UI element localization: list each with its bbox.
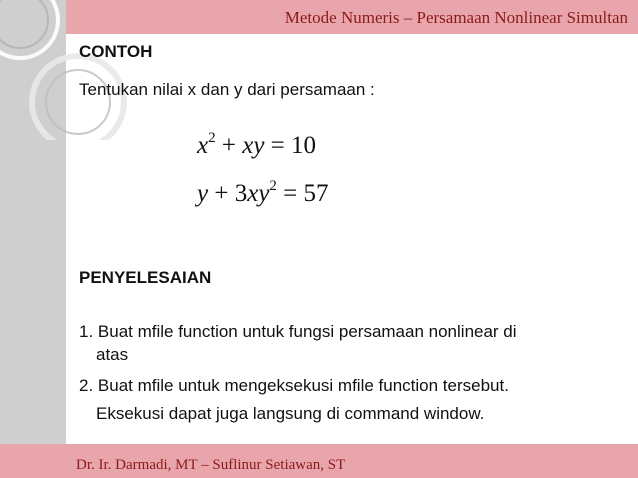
eq2-rhs: 57: [303, 180, 329, 207]
slide-header-title: Metode Numeris – Persamaan Nonlinear Simultan: [284, 8, 628, 27]
step-1-line-2: atas: [96, 345, 129, 364]
footer-authors: Dr. Ir. Darmadi, MT – Suflinur Setiawan, ST: [76, 457, 346, 473]
intro-text: Tentukan nilai x dan y dari persamaan :: [79, 80, 375, 99]
eq2-coefficient: 3: [234, 180, 248, 207]
eq1-exponent: 2: [208, 130, 216, 146]
eq2-xy: xy: [247, 180, 270, 207]
step-1-line-1: 1. Buat mfile function untuk fungsi persamaan nonlinear di: [79, 322, 517, 341]
step-2: 2. Buat mfile untuk mengeksekusi mfile function tersebut.: [79, 376, 509, 395]
eq1-equals: =: [264, 132, 292, 159]
penyelesaian-heading: PENYELESAIAN: [79, 268, 212, 287]
deco-circle-1: [0, 0, 58, 58]
step-2-continuation: Eksekusi dapat juga langsung di command window.: [96, 404, 485, 423]
equation-2: [197, 178, 329, 208]
eq1-rhs: 10: [291, 132, 317, 159]
equation-1: [197, 130, 316, 160]
eq1-plus: +: [215, 132, 243, 159]
contoh-heading: CONTOH: [79, 42, 153, 61]
eq2-equals: =: [276, 180, 304, 207]
footer-bar: [0, 444, 638, 478]
eq2-y: y: [197, 180, 209, 207]
eq1-xy: xy: [242, 132, 265, 159]
header-bar: [66, 0, 638, 34]
deco-circle-2: [0, 0, 48, 48]
eq2-exponent: 2: [269, 178, 277, 194]
eq2-plus: +: [208, 180, 235, 207]
eq1-x: x: [197, 132, 209, 159]
